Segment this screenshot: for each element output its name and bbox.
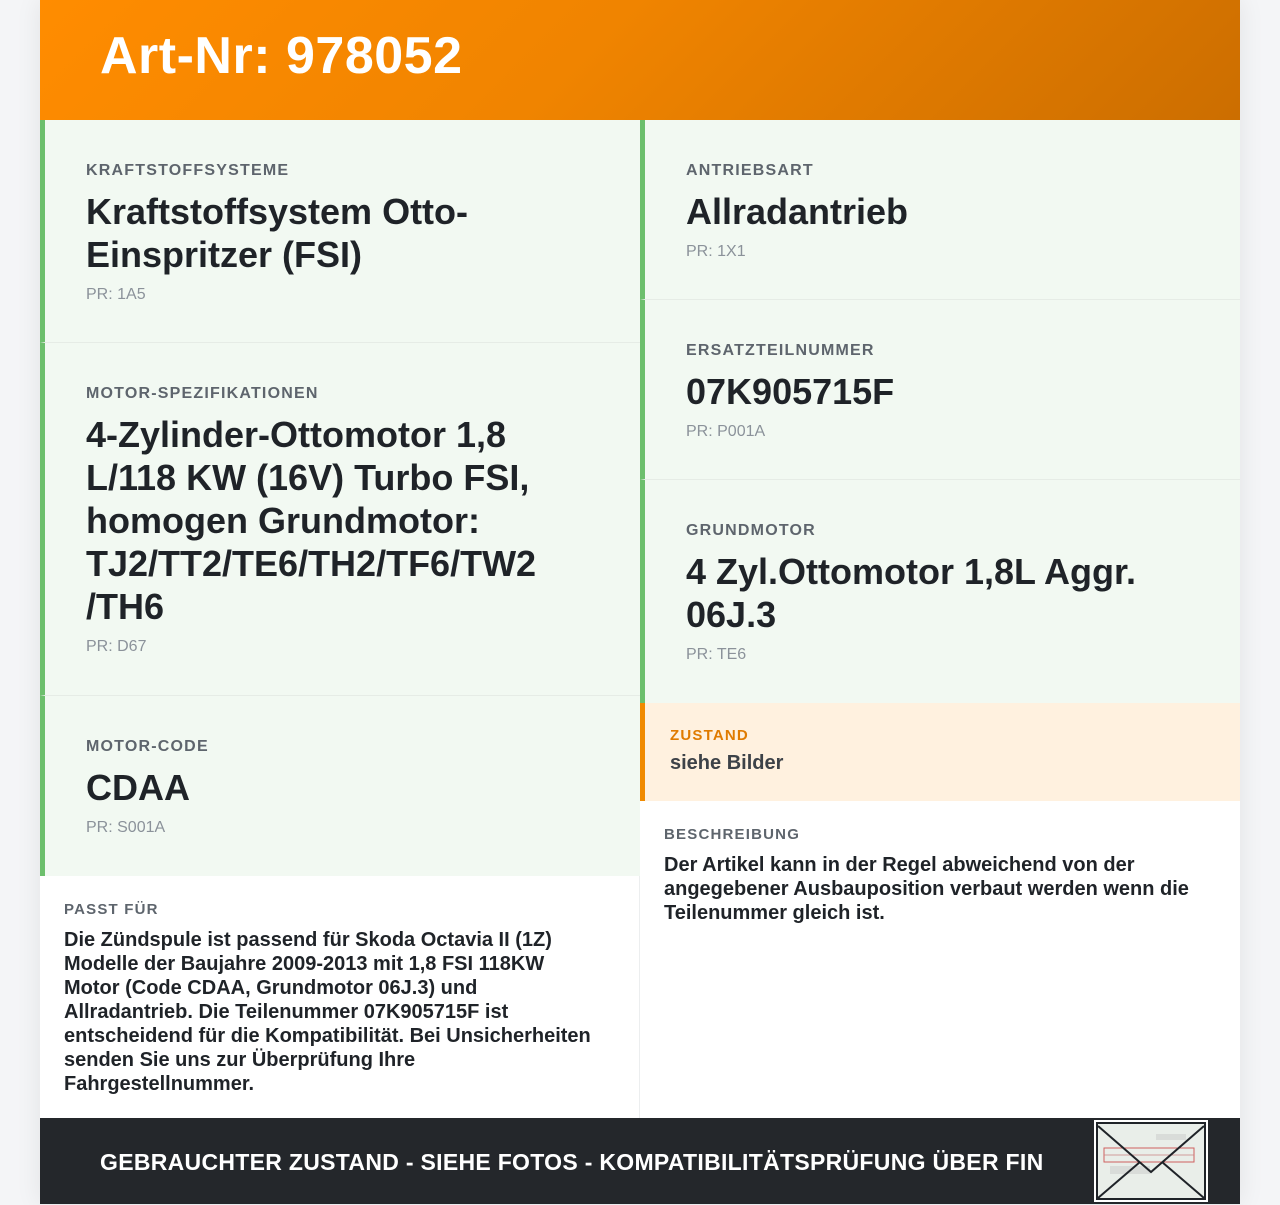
card-pr-code: PR: TE6 [686, 646, 747, 663]
fits-text: Die Zündspule ist passend für Skoda Octavia II (1Z) Modelle der Baujahre 2009-2013 mit 1,8 FSI 118KW Motor (Code CDAA, Grundmotor 06J.3) und Allradantrieb. Die Teilenummer 07K905715F ist entscheidend für die Kompatibilität. Bei Unsicherheiten senden Sie uns zur Überprüfung Ihre Fahrgestellnummer. [64, 929, 591, 1095]
product-sheet [40, 0, 1240, 1204]
description-text: Der Artikel kann in der Regel abweichend von der angegebener Ausbauposition verbaut werden wenn die Teilenummer gleich ist. [664, 854, 1189, 924]
card-pr-code: PR: S001A [86, 819, 166, 836]
card-pr-code: PR: 1A5 [86, 286, 146, 303]
card-label: KRAFTSTOFFSYSTEME [86, 162, 290, 179]
column-divider [639, 876, 640, 1118]
footer-text: GEBRAUCHTER ZUSTAND - SIEHE FOTOS - KOMPATIBILITÄTSPRÜFUNG ÜBER FIN [100, 1149, 1044, 1175]
card-grundmotor [640, 480, 1240, 703]
card-value: CDAA [86, 767, 190, 808]
state-value: siehe Bilder [670, 752, 784, 774]
card-value: 07K905715F [686, 371, 895, 412]
envelope-icon-graphic [1096, 1122, 1206, 1200]
card-value: Kraftstoffsystem Otto-Einspritzer (FSI) [86, 191, 469, 275]
card-label: MOTOR-SPEZIFIKATIONEN [86, 385, 319, 402]
card-value: Allradantrieb [686, 191, 909, 232]
footer-banner [40, 1118, 1240, 1204]
description-label: BESCHREIBUNG [664, 826, 801, 843]
card-value: 4 Zyl.Ottomotor 1,8L Aggr. 06J.3 [686, 551, 1137, 635]
card-pr-code: PR: 1X1 [686, 243, 746, 260]
fits-block [40, 901, 626, 1096]
card-label: MOTOR-CODE [86, 738, 209, 755]
state-label: ZUSTAND [670, 727, 749, 744]
card-motor-spezifikationen [40, 343, 640, 696]
card-ersatzteilnummer [640, 300, 1240, 480]
card-label: ERSATZTEILNUMMER [686, 342, 875, 359]
description-block [640, 826, 1240, 925]
card-kraftstoffsysteme [40, 120, 640, 343]
envelope-icon[interactable] [1094, 1120, 1208, 1202]
state-box [640, 703, 1240, 801]
card-pr-code: PR: D67 [86, 638, 147, 655]
card-label: GRUNDMOTOR [686, 522, 816, 539]
card-pr-code: PR: P001A [686, 423, 766, 440]
article-number-title: Art-Nr: 978052 [100, 27, 463, 85]
fits-label: PASST FÜR [64, 901, 159, 918]
card-antriebsart [640, 120, 1240, 300]
card-label: ANTRIEBSART [686, 162, 814, 179]
header-banner [40, 0, 1240, 120]
card-value: 4-Zylinder-Ottomotor 1,8 L/118 KW (16V) Turbo FSI, homogen Grundmotor: TJ2/TT2/TE6/TH2/TF6/TW2 /TH6 [86, 414, 537, 627]
card-motor-code [40, 696, 640, 876]
